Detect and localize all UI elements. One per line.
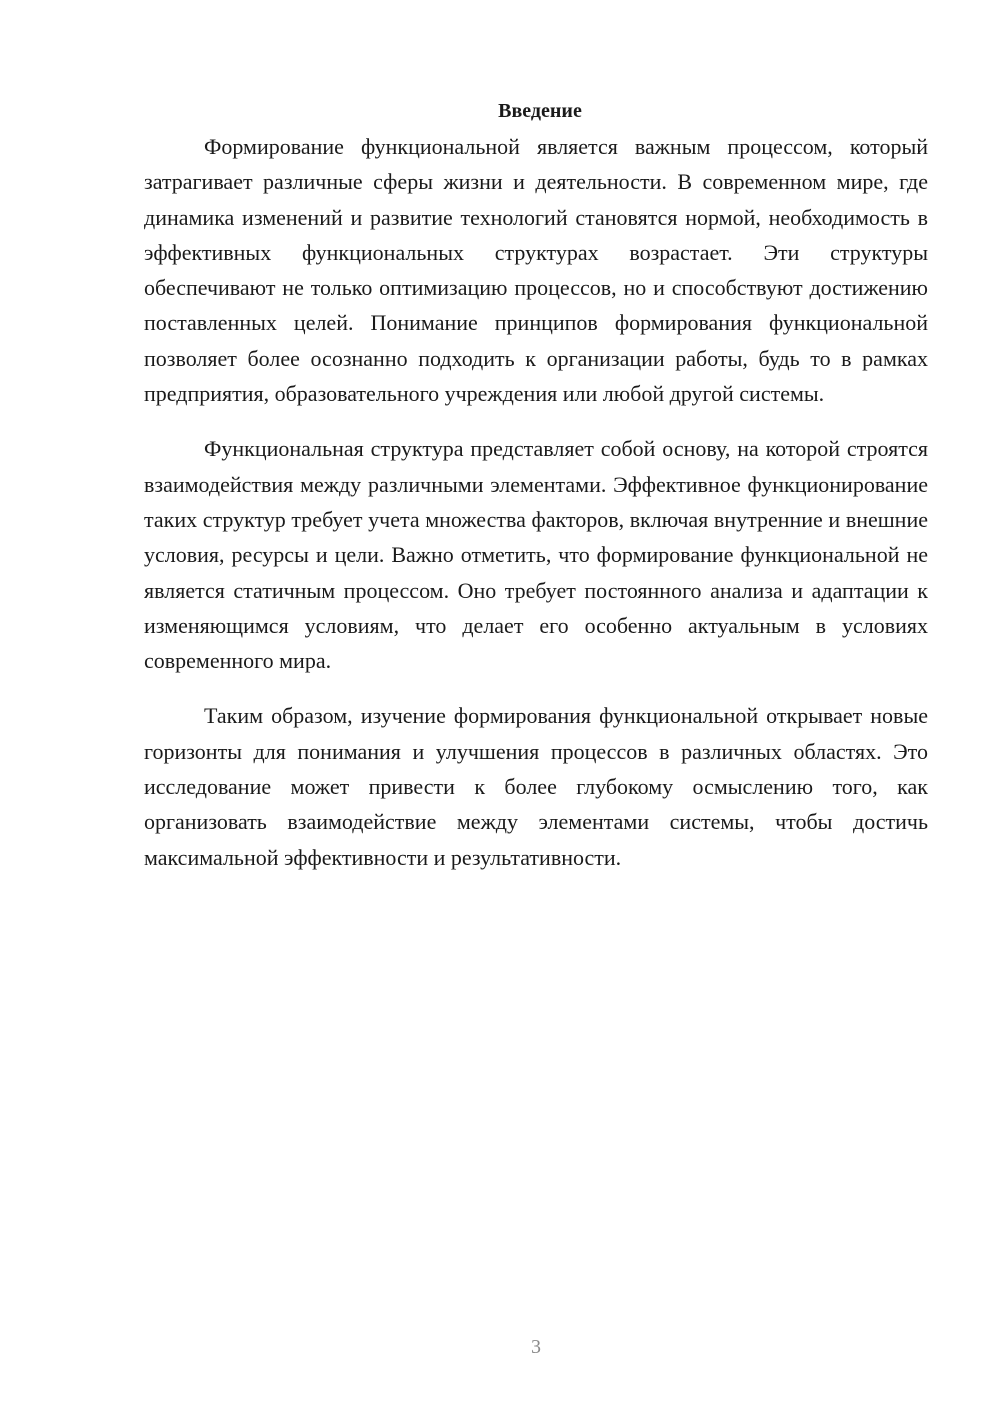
paragraph-3: Таким образом, изучение формирования функциональной открывает новые горизонты для понимания и улучшения процессов в различных областях. Это исследование может привести к более глубокому осмыслению того, как организовать взаимодействие между элементами системы, чтобы достичь максимальной эффективности и результативности.	[144, 703, 928, 870]
page-number: 3	[531, 1336, 541, 1358]
paragraph-1: Формирование функциональной является важным процессом, который затрагивает различные сферы жизни и деятельности. В современном мире, где динамика изменений и развитие технологий становятся нормой, необходимость в эффективных функциональных структурах возрастает. Эти структуры обеспечивают не только оптимизацию процессов, но и способствуют достижению поставленных целей. Понимание принципов формирования функциональной позволяет более осознанно подходить к организации работы, будь то в рамках предприятия, образовательного учреждения или любой другой системы.	[144, 134, 928, 407]
section-heading: Введение	[498, 100, 582, 122]
page-content	[144, 94, 928, 895]
paragraph-2: Функциональная структура представляет собой основу, на которой строятся взаимодействия между различными элементами. Эффективное функционирование таких структур требует учета множества факторов, включая внутренние и внешние условия, ресурсы и цели. Важно отметить, что формирование функциональной не является статичным процессом. Оно требует постоянного анализа и адаптации к изменяющимся условиям, что делает его особенно актуальным в условиях современного мира.	[144, 436, 928, 674]
